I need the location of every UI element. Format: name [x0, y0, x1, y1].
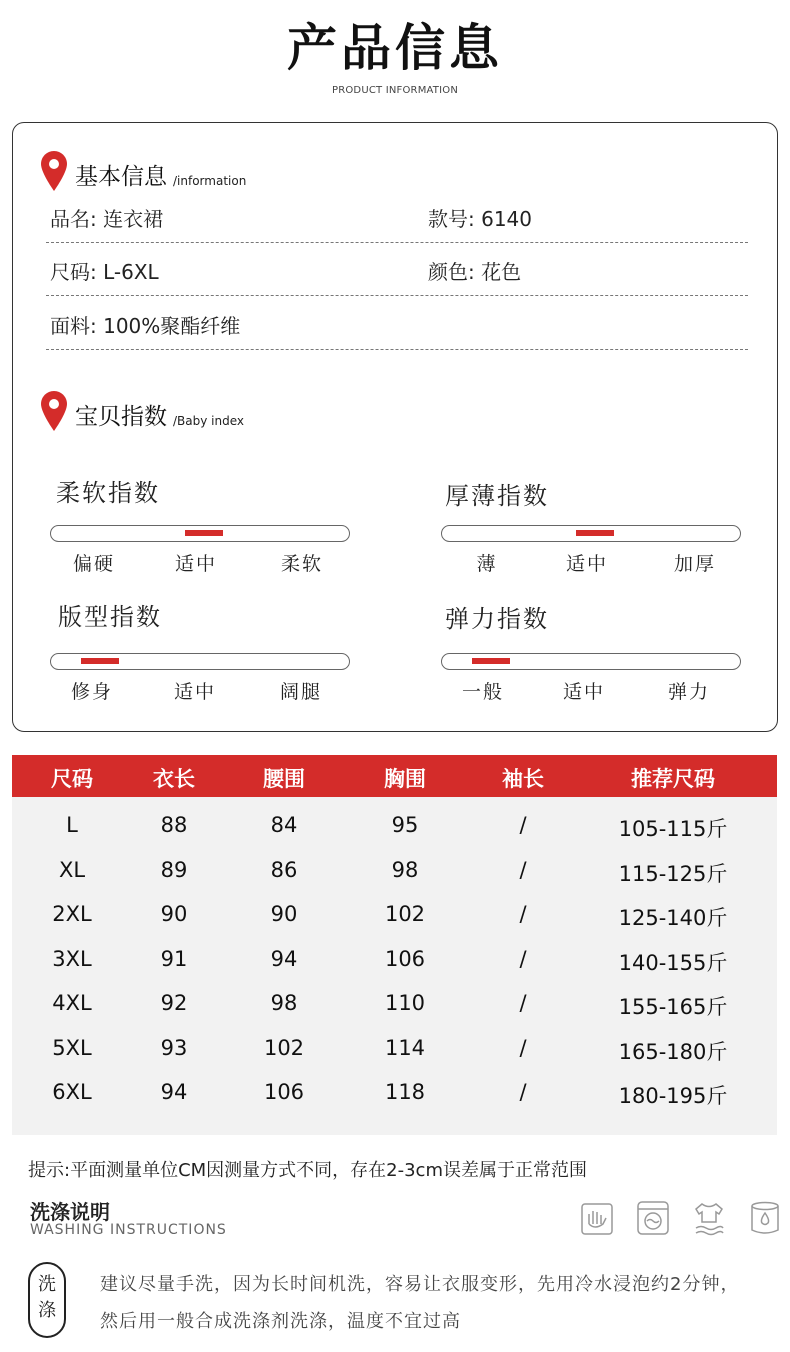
table-cell: 115-125斤 — [618, 861, 728, 886]
table-cell: 84 — [270, 813, 298, 837]
table-cell: / — [519, 857, 527, 882]
table-cell: 94 — [160, 1080, 188, 1104]
index-fill — [185, 530, 223, 536]
page-subtitle: PRODUCT INFORMATION — [331, 85, 459, 96]
table-cell: / — [519, 946, 527, 971]
basic-info-header — [41, 151, 246, 191]
table-cell: L — [66, 813, 78, 837]
table-cell: 89 — [160, 857, 188, 882]
baby-index-title-en: /Baby index — [173, 414, 244, 428]
table-cell: 2XL — [52, 902, 92, 926]
table-cell: 5XL — [52, 1035, 92, 1060]
washing-text-line: 建议尽量手洗，因为长时间机洗，容易让衣服变形，先用冷水浸泡约2分钟， — [100, 1274, 740, 1295]
table-cell: 114 — [384, 1035, 426, 1060]
info-name: 品名: 连衣裙 — [50, 207, 164, 231]
index-fill — [472, 658, 510, 664]
table-cell: 90 — [270, 902, 298, 926]
shirt-wash-icon — [692, 1200, 726, 1236]
col-header-bust: 胸围 — [384, 767, 426, 791]
table-cell: 98 — [391, 857, 419, 882]
size-table — [12, 755, 777, 1135]
index-label: 适中 — [562, 681, 605, 703]
baby-index-title: 宝贝指数 — [75, 404, 167, 430]
info-fabric: 面料: 100%聚酯纤维 — [50, 314, 241, 338]
info-row — [46, 191, 748, 243]
info-color: 颜色: 花色 — [428, 260, 522, 284]
table-cell: 3XL — [52, 946, 92, 971]
index-label: 弹力 — [667, 681, 710, 703]
machine-wash-icon — [636, 1200, 670, 1236]
index-track — [50, 525, 350, 542]
col-header-length: 衣长 — [153, 767, 195, 791]
table-cell: / — [519, 902, 527, 926]
size-table-header — [12, 755, 777, 797]
index-label: 柔软 — [280, 553, 323, 575]
washing-title-en: WASHING INSTRUCTIONS — [30, 1222, 227, 1238]
table-cell: 106 — [263, 1080, 305, 1104]
product-info-card — [12, 122, 778, 732]
location-pin-icon — [41, 151, 67, 191]
table-cell: 180-195斤 — [618, 1084, 728, 1108]
table-cell: 165-180斤 — [618, 1039, 728, 1064]
table-cell: 102 — [384, 902, 426, 926]
index-label: 薄 — [476, 553, 498, 575]
table-cell: 106 — [384, 946, 426, 971]
index-label: 修身 — [70, 681, 113, 703]
table-cell: 90 — [160, 902, 188, 926]
table-cell: / — [519, 813, 527, 837]
measurement-tip: 提示:平面测量单位CM因测量方式不同，存在2-3cm误差属于正常范围 — [28, 1160, 587, 1181]
info-row — [46, 298, 748, 350]
index-fill — [81, 658, 119, 664]
info-row — [46, 244, 748, 296]
hand-wash-icon — [580, 1200, 614, 1236]
index-track — [441, 653, 741, 670]
baby-index-header — [41, 391, 244, 431]
table-cell: 98 — [270, 991, 298, 1015]
washing-text-line: 然后用一般合成洗涤剂洗涤，温度不宜过高 — [100, 1311, 461, 1332]
table-cell: 88 — [160, 813, 188, 837]
index-title: 弹力指数 — [445, 605, 549, 633]
index-title: 柔软指数 — [56, 479, 160, 507]
table-cell: 94 — [270, 946, 298, 971]
soak-icon — [748, 1200, 782, 1236]
table-cell: 86 — [270, 857, 298, 882]
table-cell: 4XL — [52, 991, 92, 1015]
table-cell: / — [519, 991, 527, 1015]
table-cell: 92 — [160, 991, 188, 1015]
info-style-no: 款号: 6140 — [428, 207, 533, 231]
index-title: 厚薄指数 — [445, 482, 549, 510]
table-cell: 155-165斤 — [618, 995, 728, 1019]
basic-info-title: 基本信息 — [75, 164, 167, 190]
table-cell: 125-140斤 — [618, 906, 728, 930]
washing-title: 洗涤说明 — [30, 1200, 110, 1224]
col-header-sleeve: 袖长 — [502, 767, 544, 791]
col-header-waist: 腰围 — [263, 767, 305, 791]
table-cell: / — [519, 1080, 527, 1104]
table-cell: 93 — [160, 1035, 188, 1060]
index-track — [441, 525, 741, 542]
col-header-recommend: 推荐尺码 — [631, 767, 715, 791]
table-cell: 110 — [384, 991, 426, 1015]
table-cell: / — [519, 1035, 527, 1060]
index-label: 适中 — [565, 553, 608, 575]
index-label: 加厚 — [673, 553, 716, 575]
index-label: 一般 — [461, 681, 504, 703]
page-title: 产品信息 — [287, 19, 503, 77]
table-cell: 6XL — [52, 1080, 92, 1104]
table-cell: 102 — [263, 1035, 305, 1060]
index-label: 阔腿 — [279, 681, 322, 703]
table-cell: 91 — [160, 946, 188, 971]
table-cell: 95 — [391, 813, 419, 837]
index-title: 版型指数 — [58, 603, 162, 631]
index-label: 偏硬 — [72, 553, 115, 575]
table-cell: 140-155斤 — [618, 950, 728, 975]
basic-info-title-en: /information — [173, 174, 247, 188]
location-pin-icon — [41, 391, 67, 431]
col-header-size: 尺码 — [51, 767, 93, 791]
index-fill — [576, 530, 614, 536]
table-cell: 105-115斤 — [618, 817, 728, 841]
info-size: 尺码: L-6XL — [50, 260, 159, 284]
index-label: 适中 — [174, 553, 217, 575]
table-cell: XL — [58, 857, 86, 882]
index-label: 适中 — [173, 681, 216, 703]
index-track — [50, 653, 350, 670]
washing-badge: 洗 涤 — [28, 1262, 66, 1338]
table-cell: 118 — [384, 1080, 426, 1104]
